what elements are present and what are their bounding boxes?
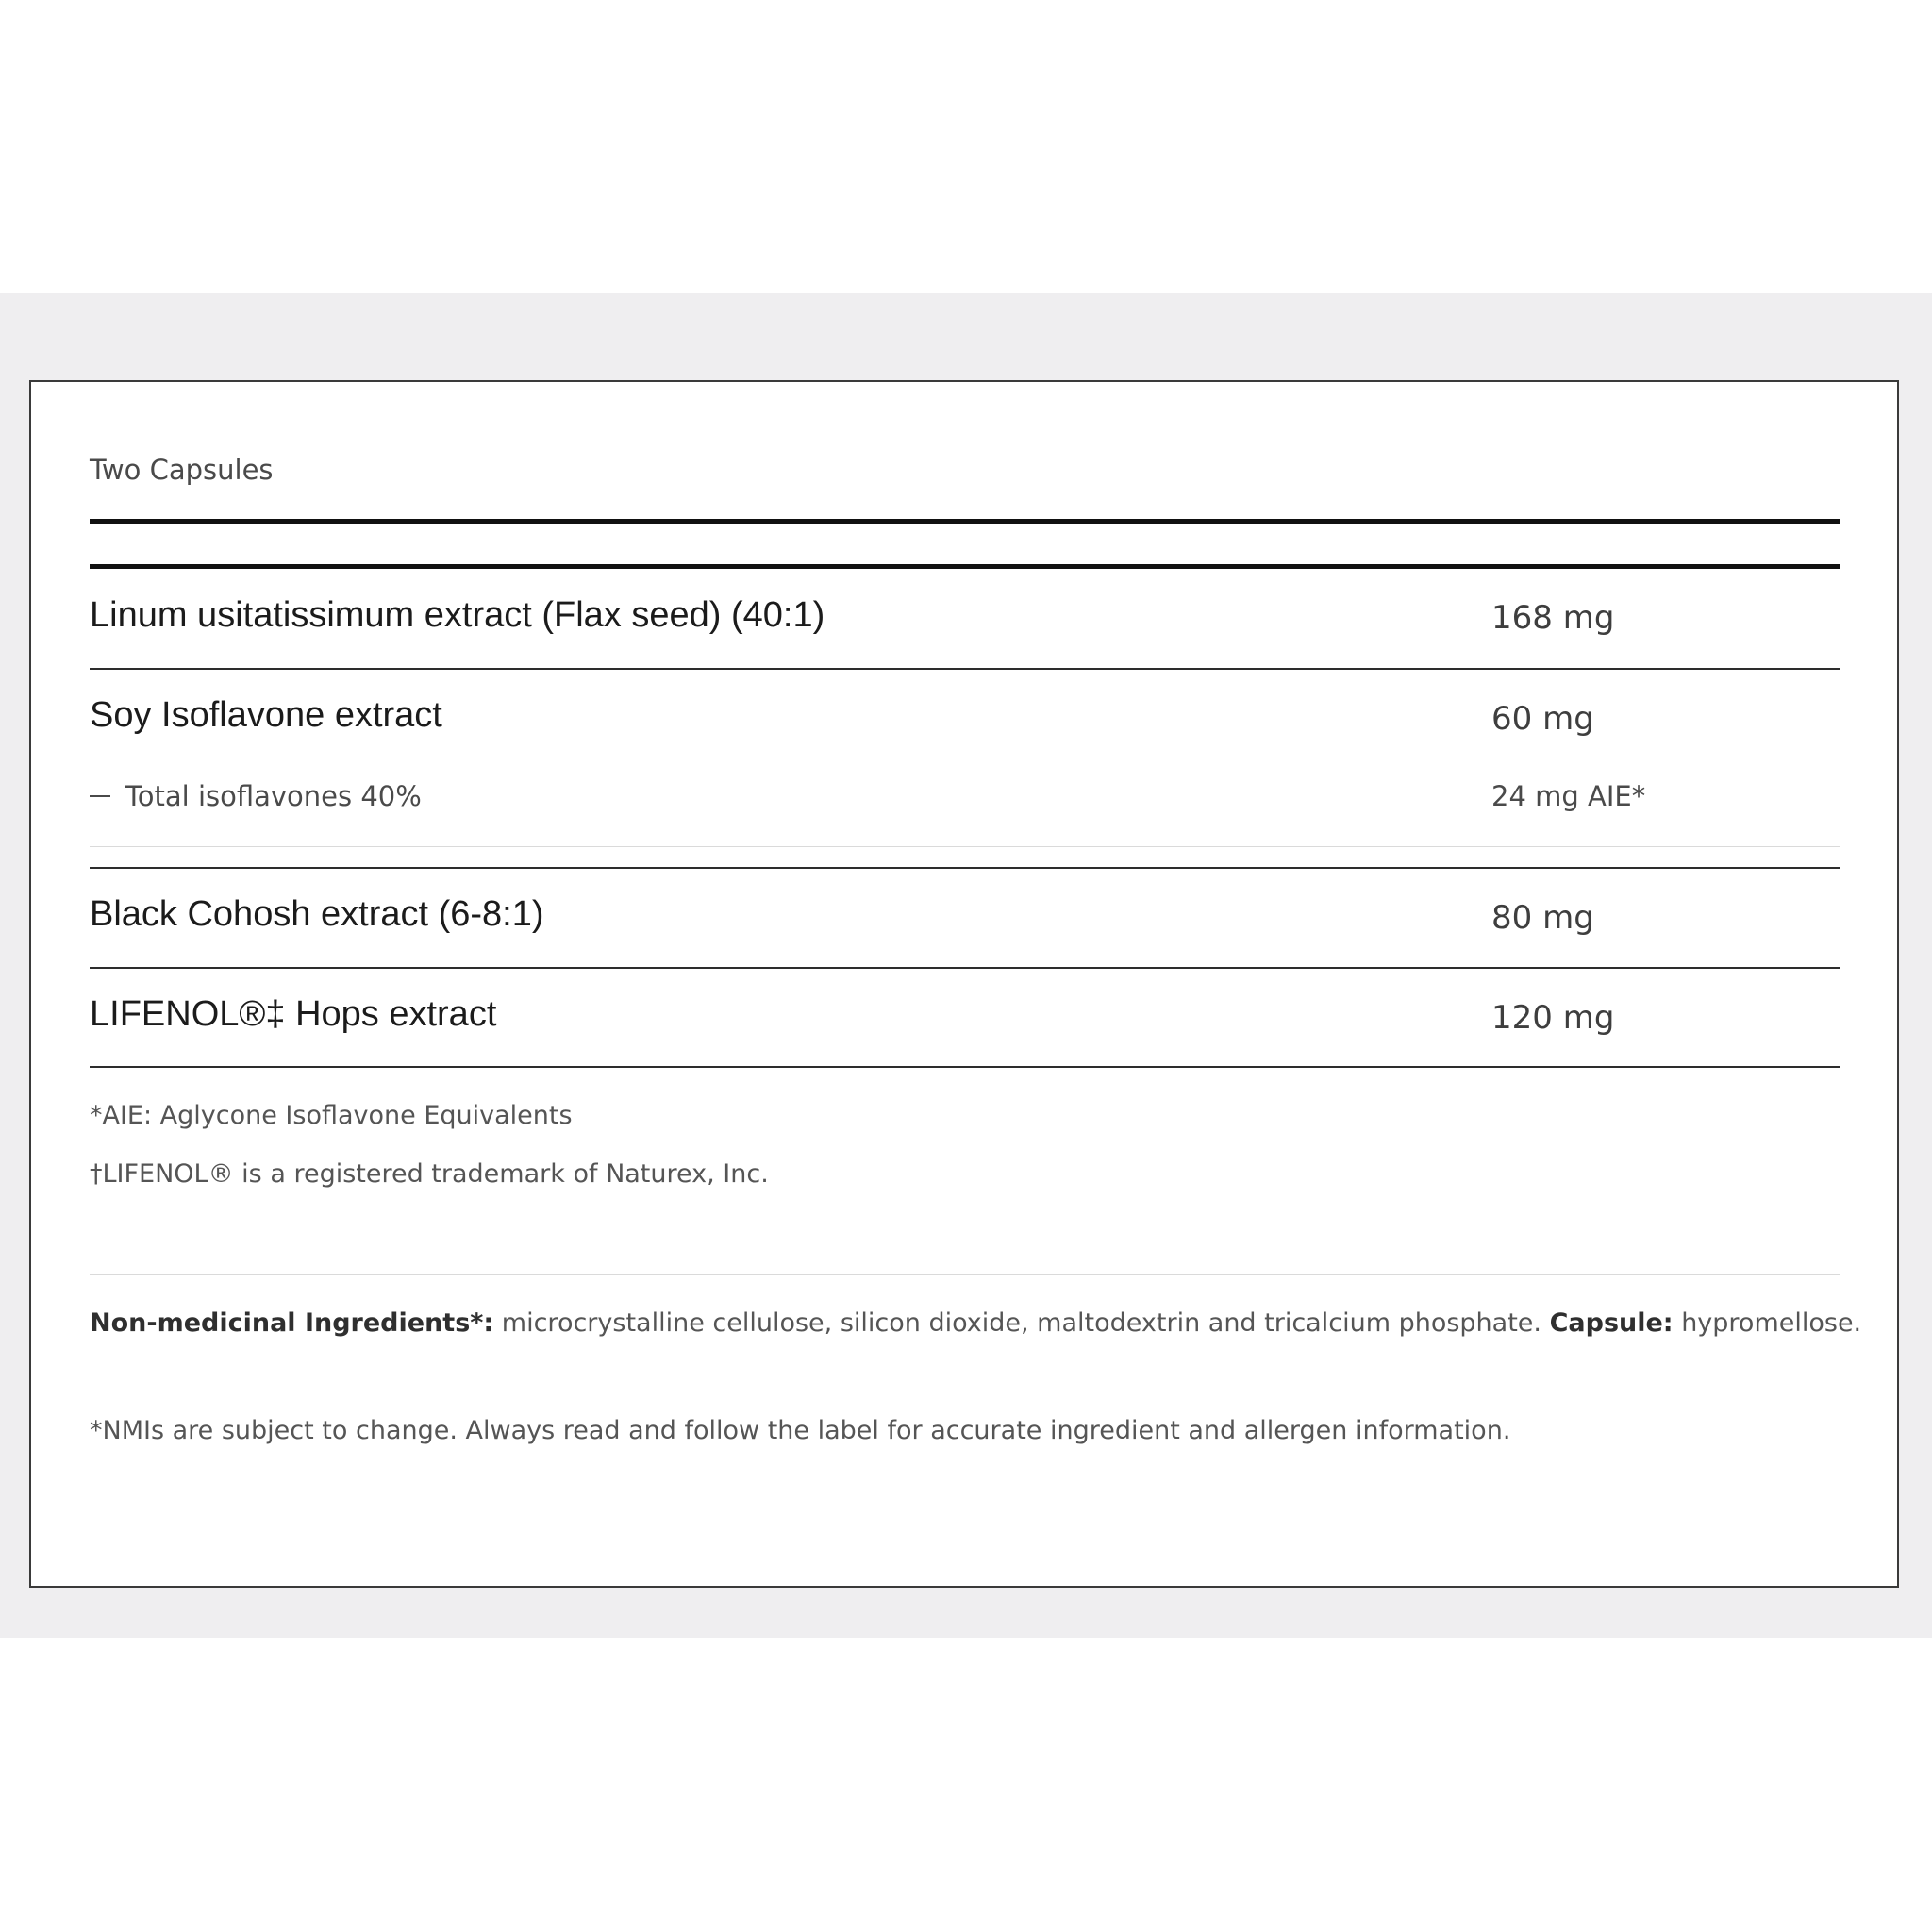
ingredient-amount: 168 mg (1491, 599, 1615, 637)
row-divider (90, 668, 1840, 670)
sub-row-divider (90, 846, 1840, 847)
row-divider (90, 867, 1840, 869)
capsule-text: hypromellose. (1673, 1308, 1862, 1338)
ingredient-amount: 60 mg (1491, 700, 1594, 738)
sub-ingredient-name: Total isoflavones 40% (125, 780, 422, 812)
footnote-aie: *AIE: Aglycone Isoflavone Equivalents (90, 1101, 573, 1130)
ingredient-amount: 80 mg (1491, 899, 1594, 937)
header-rule-bottom (90, 564, 1840, 569)
non-medicinal-ingredients (90, 1308, 1861, 1338)
ingredient-name: Soy Isoflavone extract (90, 695, 442, 735)
dash-icon (90, 795, 110, 797)
sub-ingredient-amount: 24 mg AIE* (1491, 780, 1646, 812)
non-medicinal-label: Non-medicinal Ingredients*: (90, 1308, 494, 1338)
serving-size: Two Capsules (90, 454, 274, 486)
nmi-disclaimer: *NMIs are subject to change. Always read and follow the label for accurate ingredient and allergen information. (90, 1416, 1511, 1445)
row-divider (90, 1066, 1840, 1068)
supplement-facts-panel (29, 380, 1899, 1588)
sub-ingredient (90, 780, 422, 812)
capsule-label: Capsule: (1549, 1308, 1674, 1338)
ingredient-name: Black Cohosh extract (6-8:1) (90, 894, 544, 934)
ingredient-name: LIFENOL®‡ Hops extract (90, 994, 497, 1034)
ingredient-amount: 120 mg (1491, 999, 1615, 1037)
ingredient-name: Linum usitatissimum extract (Flax seed) (40:1) (90, 595, 825, 635)
header-rule-top (90, 519, 1840, 524)
footnote-trademark: †LIFENOL® is a registered trademark of Naturex, Inc. (90, 1159, 769, 1189)
row-divider (90, 967, 1840, 969)
section-divider (90, 1274, 1840, 1275)
non-medicinal-text: microcrystalline cellulose, silicon dioxide, maltodextrin and tricalcium phosphate. (493, 1308, 1550, 1338)
